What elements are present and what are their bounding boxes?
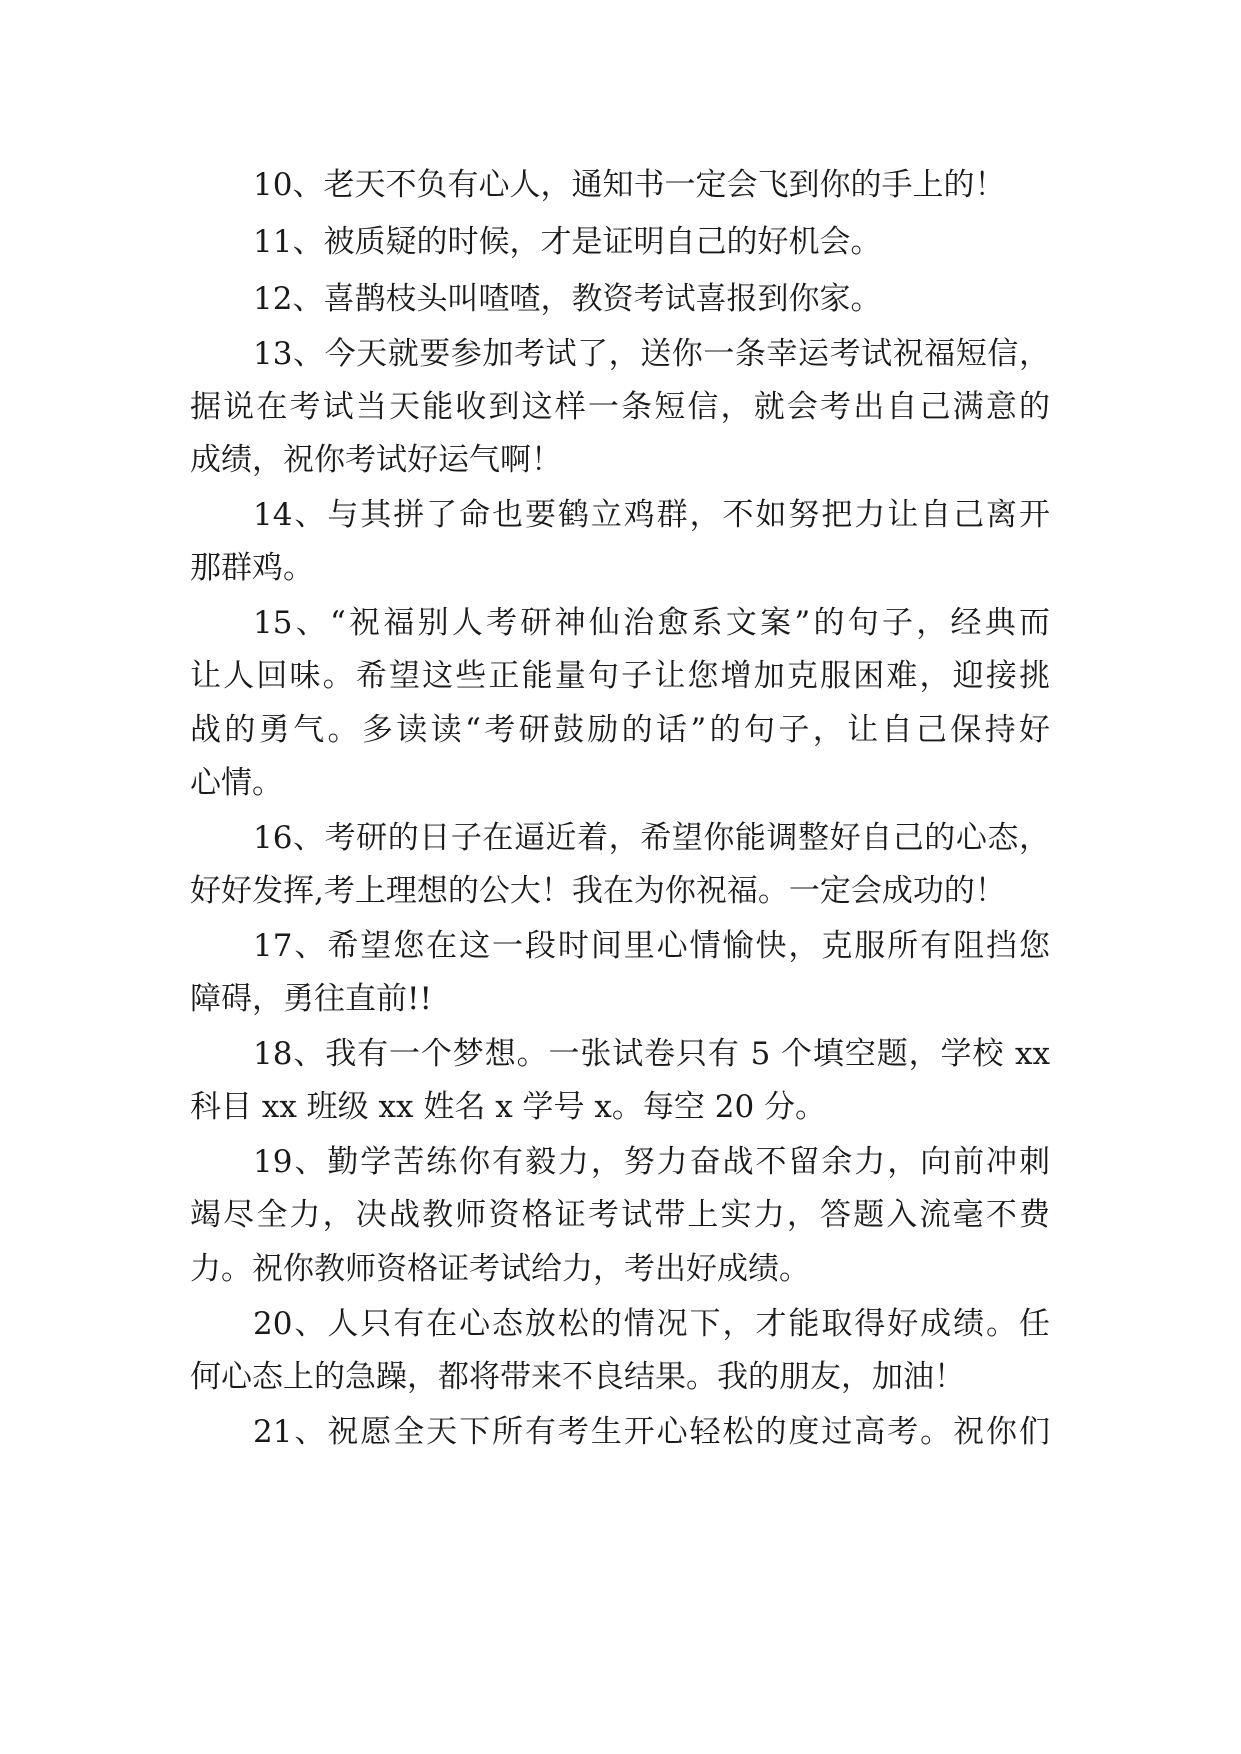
- paragraph-15-line-4: 心情。: [190, 765, 283, 801]
- paragraph-14-line-2: 那群鸡。: [190, 550, 314, 586]
- paragraph-14-line-1: 14、与其拼了命也要鹤立鸡群，不如努把力让自己离开: [253, 497, 1050, 533]
- paragraph-11-line-1: 11、被质疑的时候，才是证明自己的好机会。: [253, 224, 882, 260]
- paragraph-13-line-2: 据说在考试当天能收到这样一条短信，就会考出自己满意的: [190, 389, 1050, 425]
- paragraph-17-line-2: 障碍，勇往直前!!: [190, 981, 432, 1017]
- paragraph-21-line-1: 21、祝愿全天下所有考生开心轻松的度过高考。祝你们: [253, 1414, 1050, 1450]
- paragraph-18-line-1: 18、我有一个梦想。一张试卷只有 5 个填空题，学校 xx: [253, 1036, 1050, 1072]
- paragraph-20-line-2: 何心态上的急躁，都将带来不良结果。我的朋友，加油！: [190, 1359, 965, 1395]
- paragraph-17-line-1: 17、希望您在这一段时间里心情愉快，克服所有阻挡您: [253, 928, 1050, 964]
- paragraph-15-line-1: 15、“祝福别人考研神仙治愈系文案”的句子，经典而: [253, 605, 1050, 641]
- paragraph-16-line-2: 好好发挥,考上理想的公大！我在为你祝福。一定会成功的！: [190, 873, 1006, 909]
- paragraph-15-line-3: 战的勇气。多读读“考研鼓励的话”的句子，让自己保持好: [190, 712, 1050, 748]
- paragraph-19-line-1: 19、勤学苦练你有毅力，努力奋战不留余力，向前冲刺: [253, 1144, 1050, 1180]
- paragraph-18-line-2: 科目 xx 班级 xx 姓名 x 学号 x。每空 20 分。: [190, 1089, 827, 1125]
- paragraph-20-line-1: 20、人只有在心态放松的情况下，才能取得好成绩。任: [253, 1306, 1050, 1342]
- paragraph-16-line-1: 16、考研的日子在逼近着，希望你能调整好自己的心态，: [253, 820, 1050, 856]
- paragraph-13-line-1: 13、今天就要参加考试了，送你一条幸运考试祝福短信，: [253, 336, 1050, 372]
- paragraph-10-line-1: 10、老天不负有心人，通知书一定会飞到你的手上的！: [253, 167, 1006, 203]
- paragraph-13-line-3: 成绩，祝你考试好运气啊！: [190, 442, 562, 478]
- paragraph-15-line-2: 让人回味。希望这些正能量句子让您增加克服困难，迎接挑: [190, 658, 1050, 694]
- paragraph-12-line-1: 12、喜鹊枝头叫喳喳，教资考试喜报到你家。: [253, 281, 882, 317]
- paragraph-19-line-2: 竭尽全力，决战教师资格证考试带上实力，答题入流毫不费: [190, 1197, 1050, 1233]
- paragraph-19-line-3: 力。祝你教师资格证考试给力，考出好成绩。: [190, 1251, 810, 1287]
